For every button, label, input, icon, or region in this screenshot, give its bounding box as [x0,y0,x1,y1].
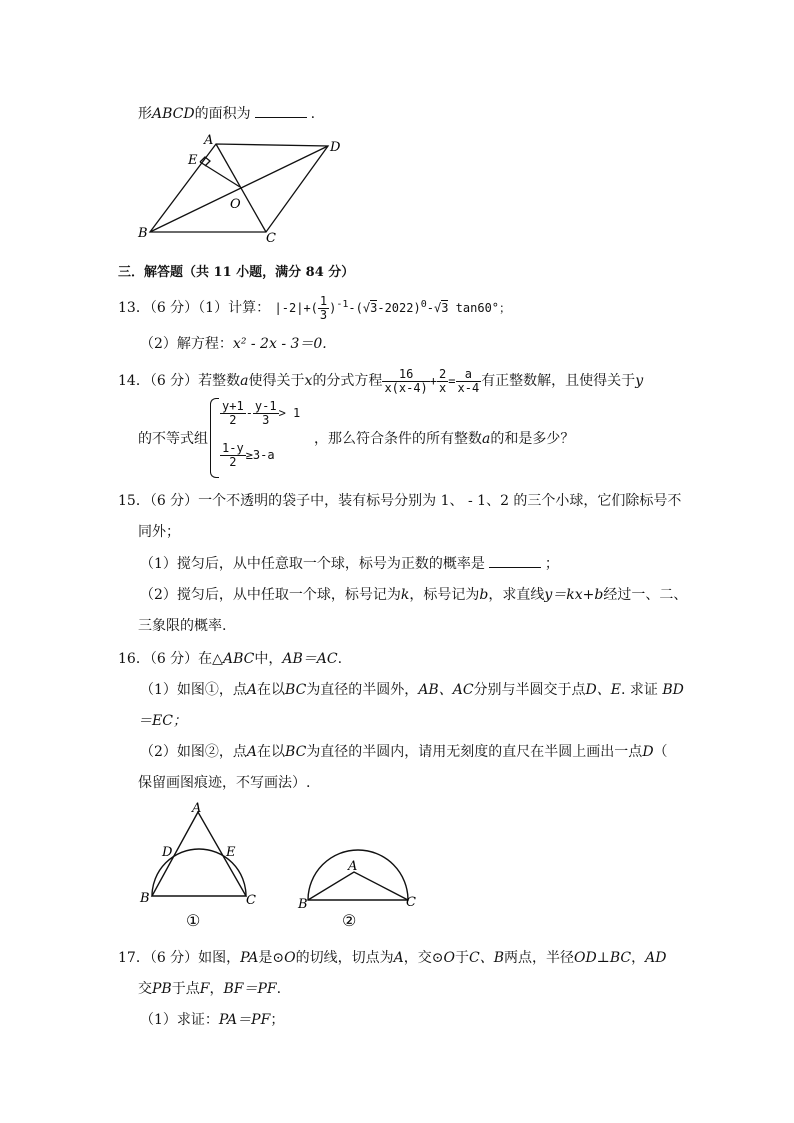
text: 一个不透明的袋子中，装有标号分别为 1、 - 1、2 的三个小球，它们除标号不 [198,493,682,509]
inequality-1 [220,400,300,427]
op: + [429,374,438,388]
op: = [448,374,456,388]
text: ，求直线 [488,587,545,603]
text: 三象限的概率. [138,618,227,634]
text: 的和是多少？ [490,431,575,447]
q17-line2 [138,978,281,998]
text: 为直径的半圆外， [306,682,419,698]
text: ，那么符合条件的所有整数 [314,431,482,447]
text: ； [270,1012,285,1028]
q15-part2-line2 [138,615,226,635]
q13-equation: x² - 2x - 3＝0. [232,336,327,352]
expr-part: - [426,301,434,315]
sqrt-sign: √ [433,301,442,315]
var: O [443,950,455,966]
q16-line1 [118,648,342,668]
text: ＝EC； [138,713,187,729]
text: 的不等式组 [138,431,208,447]
denominator: 2 [229,455,237,469]
sqrt-sign: √ [362,301,371,315]
label-c: C [246,893,256,908]
fractional-equation [382,367,481,395]
triangle-name: ABC [222,651,255,667]
var: D、E [585,682,621,698]
numerator: y+1 [222,399,244,413]
q17-number: 17．（6 分） [118,950,199,966]
var: BC [285,682,307,698]
radicand: 3 [441,301,449,315]
label-e: E [188,153,198,168]
q12-shape: ABCD [152,106,195,122]
parallelogram-figure [136,132,348,244]
q15-part1 [140,553,559,573]
inequality-system [210,398,320,478]
text: 的分式方程 [312,373,383,389]
q13-line1 [118,295,511,322]
expr-part: ) [329,301,337,315]
relation: ≥3-a [245,448,275,462]
text: ，交⊙ [403,950,444,966]
var: BC [285,744,307,760]
var-k: k [400,587,410,603]
numerator: a [456,368,482,382]
q17-part1 [140,1009,284,1029]
denominator: x-4 [457,381,480,395]
answer-blank [255,105,307,118]
text: 有正整数解，且使得关于 [481,373,636,389]
radicand: 3 [370,301,378,315]
text: . [276,981,282,997]
fraction [456,368,482,395]
q16-part1-line2 [138,710,187,730]
var: A [393,950,404,966]
numerator: 16 [382,368,429,382]
var: BD [662,682,684,698]
caption-2: ② [342,911,357,930]
q14-line2-tail [314,428,574,448]
var-a: a [482,431,491,447]
label-b: B [298,897,308,912]
var: AD [645,950,667,966]
equation: PA＝PF [218,1012,271,1028]
inequality-2 [220,442,275,469]
text: 使得关于 [248,373,305,389]
text: 的切线，切点为 [295,950,394,966]
fraction-one-third [318,295,329,322]
var: OD⊥BC [573,950,632,966]
equation: BF＝PF [223,981,277,997]
label-c: C [406,895,416,910]
text: 为直径的半圆内，请用无刻度的直尺在半圆上画出一点 [306,744,643,760]
triangle-sides [308,872,408,900]
var: A [246,744,258,760]
text: 于 [454,950,469,966]
q12-suffix: 的面积为 [194,106,251,122]
label-b: B [138,226,148,241]
diagonal-bd [150,146,328,232]
q13-part1-label: （1）计算： [198,300,271,316]
q14-line1 [118,368,643,395]
var: AB、AC [418,682,474,698]
text: 于点 [171,981,200,997]
text: ， [209,981,224,997]
var: A [246,682,258,698]
q13-line2 [140,333,327,353]
q13-number: 13．（6 分） [118,300,199,316]
numerator: 2 [439,367,447,381]
text: . [337,651,343,667]
numerator: 1 [319,294,328,308]
text: 在△ [198,651,223,667]
var: D [642,744,654,760]
fraction [253,400,279,427]
q12-tail-line [138,103,315,123]
q12-prefix: 形 [138,106,152,122]
equation: AB＝AC [282,651,338,667]
text: 两点，半径 [503,950,574,966]
text: . 求证 [621,682,658,698]
q17-line1 [118,947,666,967]
q16-part1 [140,679,684,699]
text: （1）求证： [140,1012,219,1028]
label-o: O [230,197,241,212]
text: ； [544,556,559,572]
q15-line1 [118,490,681,510]
label-d: D [162,845,173,860]
caption-1: ① [186,911,201,930]
text: 同外； [138,524,180,540]
text: （1）如图①，点 [140,682,247,698]
section-title: 三．解答题（共 11 小题，满分 84 分） [118,265,355,280]
text: ， [631,950,646,966]
var: C、B [468,950,504,966]
answer-blank [489,555,541,568]
text: （2）搅匀后，从中任取一个球，标号记为 [140,587,401,603]
var-y: y [635,373,644,389]
q15-line2 [138,521,180,541]
q16-part2 [140,741,668,761]
denominator: x [439,381,447,395]
text: 如图， [198,950,241,966]
label-a: A [192,801,202,816]
exponent: 0 [420,299,427,310]
expr-part: -( [348,301,363,315]
text: 在以 [257,744,286,760]
text: 经过一、二、 [603,587,688,603]
denominator: 3 [319,308,328,322]
q14-number: 14．（6 分） [118,373,199,389]
expr-part: -2022) [377,301,421,315]
fraction [220,400,246,427]
text: （ [653,744,668,760]
text: 在以 [257,682,286,698]
text: （1）搅匀后，从中任意取一个球，标号为正数的概率是 [140,556,485,572]
denominator: x(x-4) [384,381,428,395]
var: PA [240,950,259,966]
text: 保留画图痕迹，不写画法）. [138,775,311,791]
denominator: 2 [229,413,237,427]
denominator: 3 [262,413,270,427]
text: 是⊙ [258,950,285,966]
fraction [382,368,429,395]
label-a: A [204,133,214,148]
text: 交 [138,981,152,997]
q15-part2 [140,584,687,604]
q13-part2-label: （2）解方程： [140,336,233,352]
op: - [245,406,253,420]
expr-part: |-2|+( [274,301,318,315]
q16-part2-line2 [138,772,310,792]
figure-16-1 [138,800,262,932]
var-a: a [240,373,249,389]
var: F [199,981,210,997]
q12-end: . [310,106,316,122]
label-e: E [226,845,236,860]
var: PB [152,981,172,997]
var-x: x [304,373,313,389]
relation: > 1 [278,406,301,420]
fraction [220,442,246,469]
brace [210,398,219,478]
label-a: A [348,859,358,874]
label-b: B [140,891,150,906]
var: O [284,950,296,966]
label-d: D [330,140,341,155]
text: 分别与半圆交于点 [473,682,586,698]
q13-expression [274,294,512,322]
var-b: b [479,587,489,603]
text: 若整数 [198,373,241,389]
exponent: -1 [336,299,349,310]
label-c: C [266,231,276,244]
text: （2）如图②，点 [140,744,247,760]
numerator: 1-y [222,441,244,455]
q16-number: 16．（6 分） [118,651,199,667]
figure-16-2 [296,830,418,932]
q15-number: 15．（6 分） [118,493,199,509]
text: ，标号记为 [409,587,480,603]
q14-line2-lead [138,428,208,448]
fraction [437,368,448,395]
tan-term: tan60°； [455,301,512,315]
text: 中， [254,651,283,667]
line-equation: y＝kx+b [544,587,604,603]
numerator: y-1 [254,399,277,413]
